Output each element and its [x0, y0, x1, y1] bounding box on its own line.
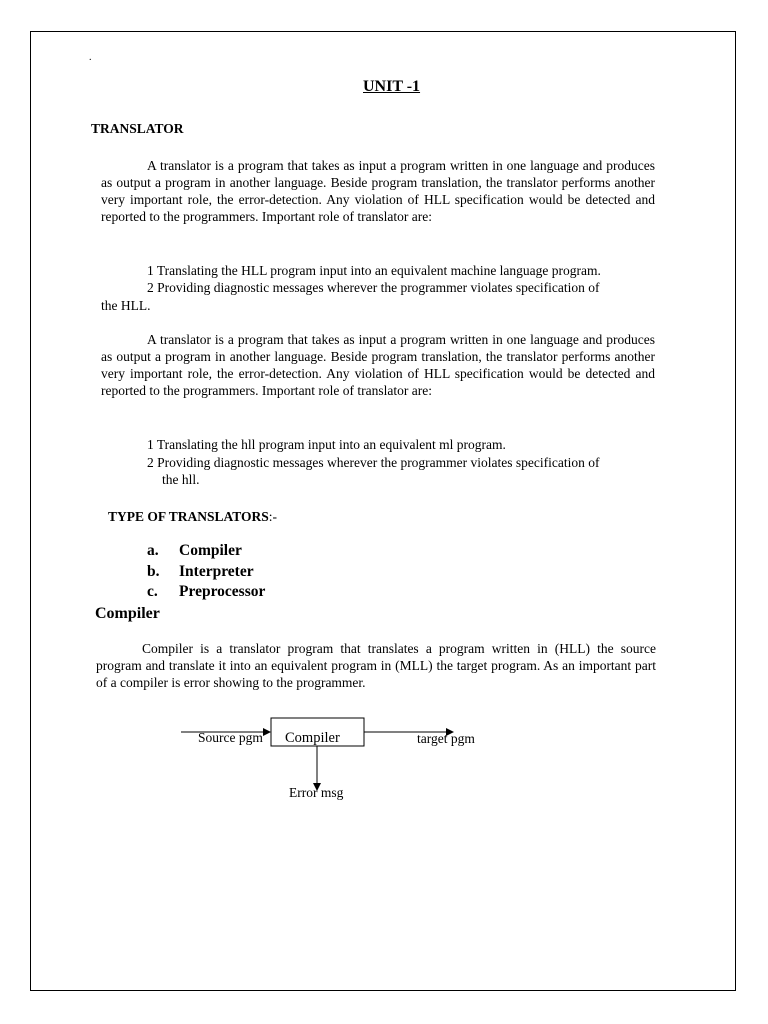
- unit-title: UNIT -1: [363, 78, 421, 95]
- list-label: Compiler: [179, 542, 242, 559]
- role-item-2: 2 Providing diagnostic messages wherever the programmer violates specification of: [147, 280, 600, 295]
- compiler-heading: Compiler: [95, 605, 160, 622]
- list-item: [147, 541, 265, 562]
- list-letter: b.: [147, 562, 160, 580]
- translator-heading: TRANSLATOR: [91, 121, 184, 136]
- role-item-hll-2: 2 Providing diagnostic messages wherever the programmer violates specification of: [147, 455, 600, 470]
- translator-paragraph-2: A translator is a program that takes as input a program written in one language and produces as output a program in another language. Beside program translation, the translator performs another very important role, the error-detection. Any violation of HLL specification would be detected and reported to the programmers. Important role of translator are:: [101, 332, 655, 398]
- types-heading-suffix: :-: [268, 509, 278, 524]
- types-heading: [108, 508, 277, 525]
- diagram-error-label: Error msg: [289, 785, 344, 800]
- stray-mark: .: [89, 52, 92, 63]
- types-heading-text: TYPE OF TRANSLATORS: [108, 509, 269, 524]
- diagram-input-label: Source pgm: [198, 730, 263, 745]
- compiler-paragraph: Compiler is a translator program that translates a program written in (HLL) the source program and translate it into an equivalent program in (MLL) the target program. As an important part of a compiler is error showing to the programmer.: [96, 641, 656, 690]
- diagram-output-label: target pgm: [417, 731, 475, 746]
- role-item-hll-2-continued: the hll.: [162, 472, 200, 487]
- list-item: [147, 562, 265, 583]
- list-label: Preprocessor: [179, 583, 266, 600]
- role-item-2-continued: the HLL.: [101, 298, 151, 313]
- list-letter: a.: [147, 542, 159, 559]
- list-item: [147, 582, 265, 603]
- role-item-1: 1 Translating the HLL program input into an equivalent machine language program.: [147, 263, 601, 278]
- diagram-box-label: Compiler: [285, 730, 340, 746]
- translator-types-list: [147, 541, 265, 603]
- list-letter: c.: [147, 583, 158, 600]
- role-item-hll-1: 1 Translating the hll program input into an equivalent ml program.: [147, 437, 506, 452]
- translator-paragraph-1: A translator is a program that takes as input a program written in one language and produces as output a program in another language. Beside program translation, the translator performs another very important role, the error-detection. Any violation of HLL specification would be detected and reported to the programmers. Important role of translator are:: [101, 158, 655, 224]
- list-label: Interpreter: [179, 562, 254, 580]
